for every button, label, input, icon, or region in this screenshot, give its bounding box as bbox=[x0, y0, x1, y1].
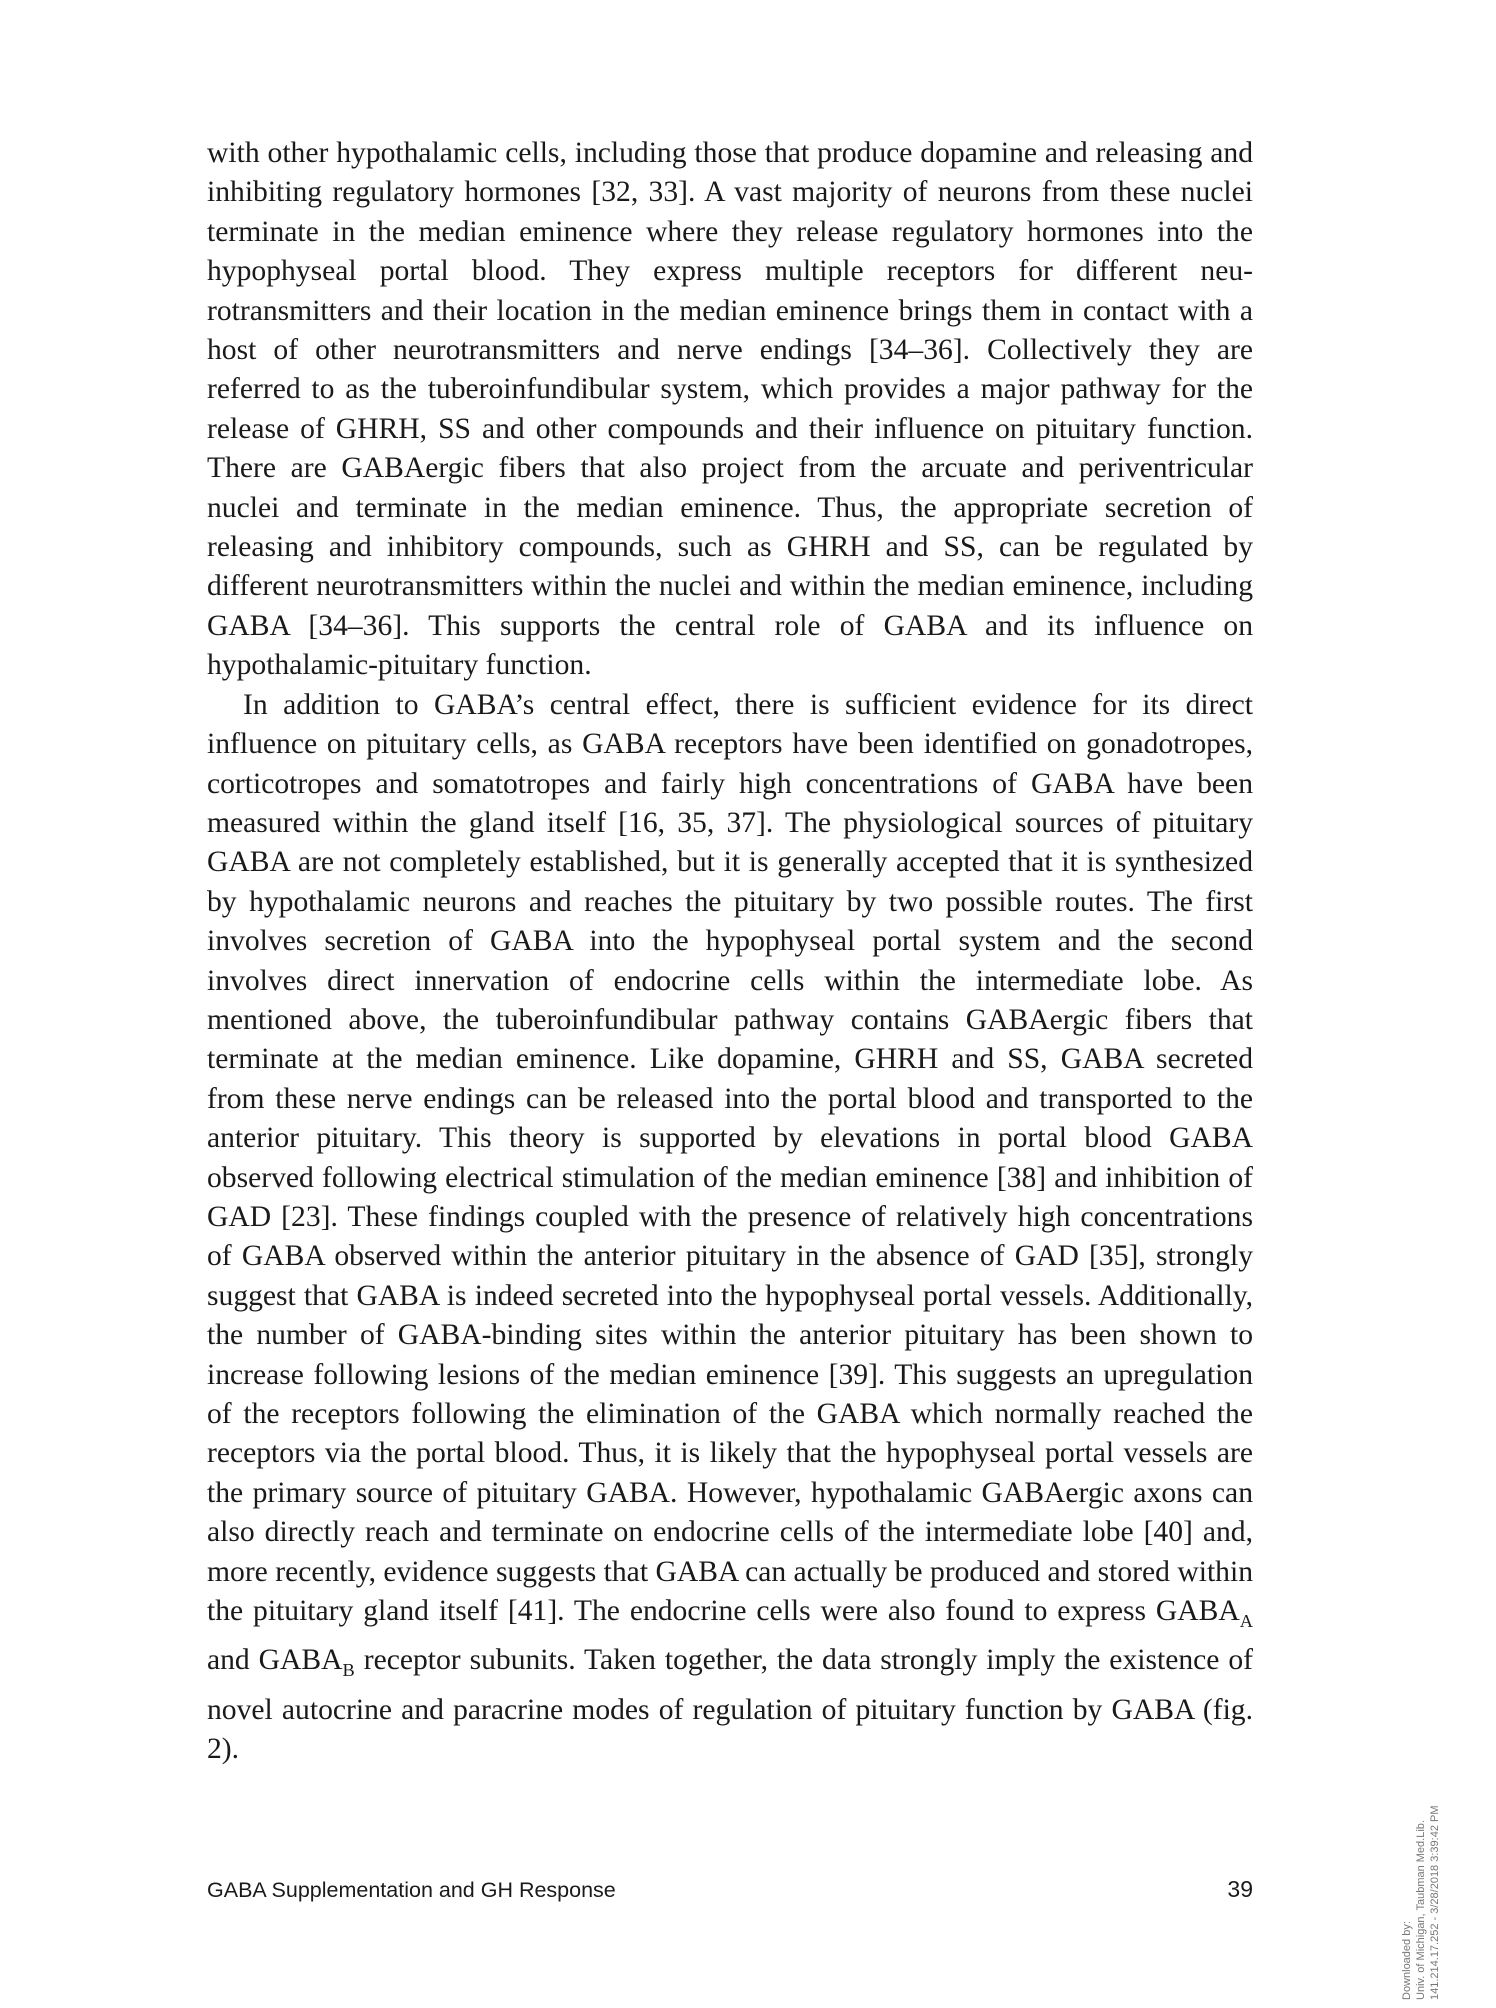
subscript-b: B bbox=[342, 1660, 355, 1681]
page-number: 39 bbox=[1227, 1876, 1253, 1902]
subscript-a: A bbox=[1239, 1610, 1253, 1631]
download-watermark bbox=[1400, 1780, 1442, 2000]
running-footer-title: GABA Supplementation and GH Response bbox=[207, 1878, 616, 1902]
paragraph-2-main: In addition to GABA’s central effect, there is sufficient evidence for its direct influence on pituitary cells, as GABA receptors have been identified on gonadotropes, corticotropes and somatotropes and fairly high concentrations of GABA have been measured within the gland itself [16, 35, 37]. The physiological sources of pituitary GABA are not completely established, but it is generally accepted that it is synthesized by hypothalamic neurons and reaches the pituitary by two possible routes. The first involves secretion of GABA into the hypophyseal portal system and the second involves direct innervation of endocrine cells within the intermediate lobe. As mentioned above, the tuberoinfundibular pathway contains GABAergic fibers that terminate at the median eminence. Like dopamine, GHRH and SS, GABA secreted from these nerve endings can be released into the portal blood and transported to the anterior pituitary. This theory is supported by elevations in portal blood GABA observed following electrical stimulation of the median eminence [38] and inhibition of GAD [23]. These findings coupled with the presence of relatively high concentrations of GABA observed within the anterior pituitary in the absence of GAD [35], strongly suggest that GABA is indeed secreted into the hypophyseal portal vessels. Additionally, the number of GABA-binding sites within the anterior pituitary has been shown to increase following lesions of the median eminence [39]. This suggests an upregulation of the receptors following the elimination of the GABA which normally reached the receptors via the portal blood. Thus, it is likely that the hypophyseal portal vessels are the primary source of pituitary GABA. However, hypothalamic GABAergic axons can also directly reach and terminate on endocrine cells of the intermediate lobe [40] and, more recently, evidence suggests that GABA can actually be produced and stored within the pituitary gland itself [41]. The endocrine cells were also found to express bbox=[207, 688, 1253, 1628]
gaba-a-term: $GABA_A$ bbox=[1155, 1595, 1253, 1631]
watermark-line-2: Univ. of Michigan, Taubman Med.Lib. bbox=[1415, 1820, 1427, 2000]
article-body bbox=[207, 134, 1253, 1769]
watermark-line-1: Downloaded by: bbox=[1401, 1921, 1413, 2000]
gaba-b-term: $GABA_B$ bbox=[258, 1644, 355, 1681]
paragraph-2-tail: receptor subunits. Taken together, the data strongly imply the existence of novel autocrine and paracrine modes of regulation of pituitary function by GABA (fig. 2). bbox=[207, 1644, 1253, 1766]
paragraph-2: In addition to GABA’s central effect, there is sufficient evidence for its direct influence on pituitary cells, as GABA receptors have been identified on gonadotropes, corticotropes and somatotropes and fairly high concentrations of GABA have been measured within the gland itself [16, 35, 37]. The physiological sources of pituitary GABA are not completely established, but it is generally accepted that it is synthesized by hypothalamic neurons and reaches the pituitary by two possible routes. The first involves secretion of GABA into the hypophyseal portal system and the second involves direct innervation of endocrine cells within the intermediate lobe. As mentioned above, the tuberoinfundibular pathway contains GABAergic fibers that terminate at the median eminence. Like dopamine, GHRH and SS, GABA secreted from these nerve endings can be released into the portal blood and transported to the anterior pituitary. This theory is supported by elevations in portal blood GABA observed following electrical stimulation of the median eminence [38] and inhibition of GAD [23]. These findings coupled with the presence of relatively high concentrations of GABA observed within the anterior pituitary in the absence of GAD [35], strongly suggest that GABA is indeed secreted into the hypophyseal portal vessels. Additionally, the number of GABA-binding sites within the anterior pituitary has been shown to increase following lesions of the median eminence [39]. This suggests an upregulation of the receptors following the elimination of the GABA which normally reached the receptors via the portal blood. Thus, it is likely that the hypophyseal portal vessels are the primary source of pituitary GABA. However, hypothalamic GABAergic axons can also directly reach and terminate on endocrine cells of the intermediate lobe [40] and, more recently, evidence suggests that GABA can actually be produced and stored within the pituitary gland itself [41]. The endocrine cells were also found to express $GABA_A$ and $GABA_B$ receptor subunits. Taken together, the data strongly imply the existence of novel autocrine and paracrine modes of regulation of pituitary function by GABA (fig. 2). bbox=[207, 688, 1253, 1766]
watermark-line-3: 141.214.17.252 - 3/28/2018 3:39:42 PM bbox=[1429, 1805, 1441, 2000]
paragraph-1: with other hypothalamic cells, including those that produce dopamine and releasing and inhibiting regulatory hormones [32, 33]. A vast majority of neurons from these nuclei terminate in the median eminence where they release regulatory hormones into the hypophyseal portal blood. They express multiple receptors for different neurotransmitters and their location in the median eminence brings them in contact with a host of other neurotransmitters and nerve endings [34–36]. Collectively they are referred to as the tuberoinfundibular system, which provides a major pathway for the release of GHRH, SS and other compounds and their influence on pituitary function. There are GABAergic fibers that also project from the arcuate and periventricular nuclei and terminate in the median eminence. Thus, the appropriate secretion of releasing and inhibitory compounds, such as GHRH and SS, can be regulated by different neurotransmitters within the nuclei and within the median eminence, including GABA [34–36]. This supports the central role of GABA and its influence on hypothalamic-pituitary function. bbox=[207, 137, 1253, 682]
